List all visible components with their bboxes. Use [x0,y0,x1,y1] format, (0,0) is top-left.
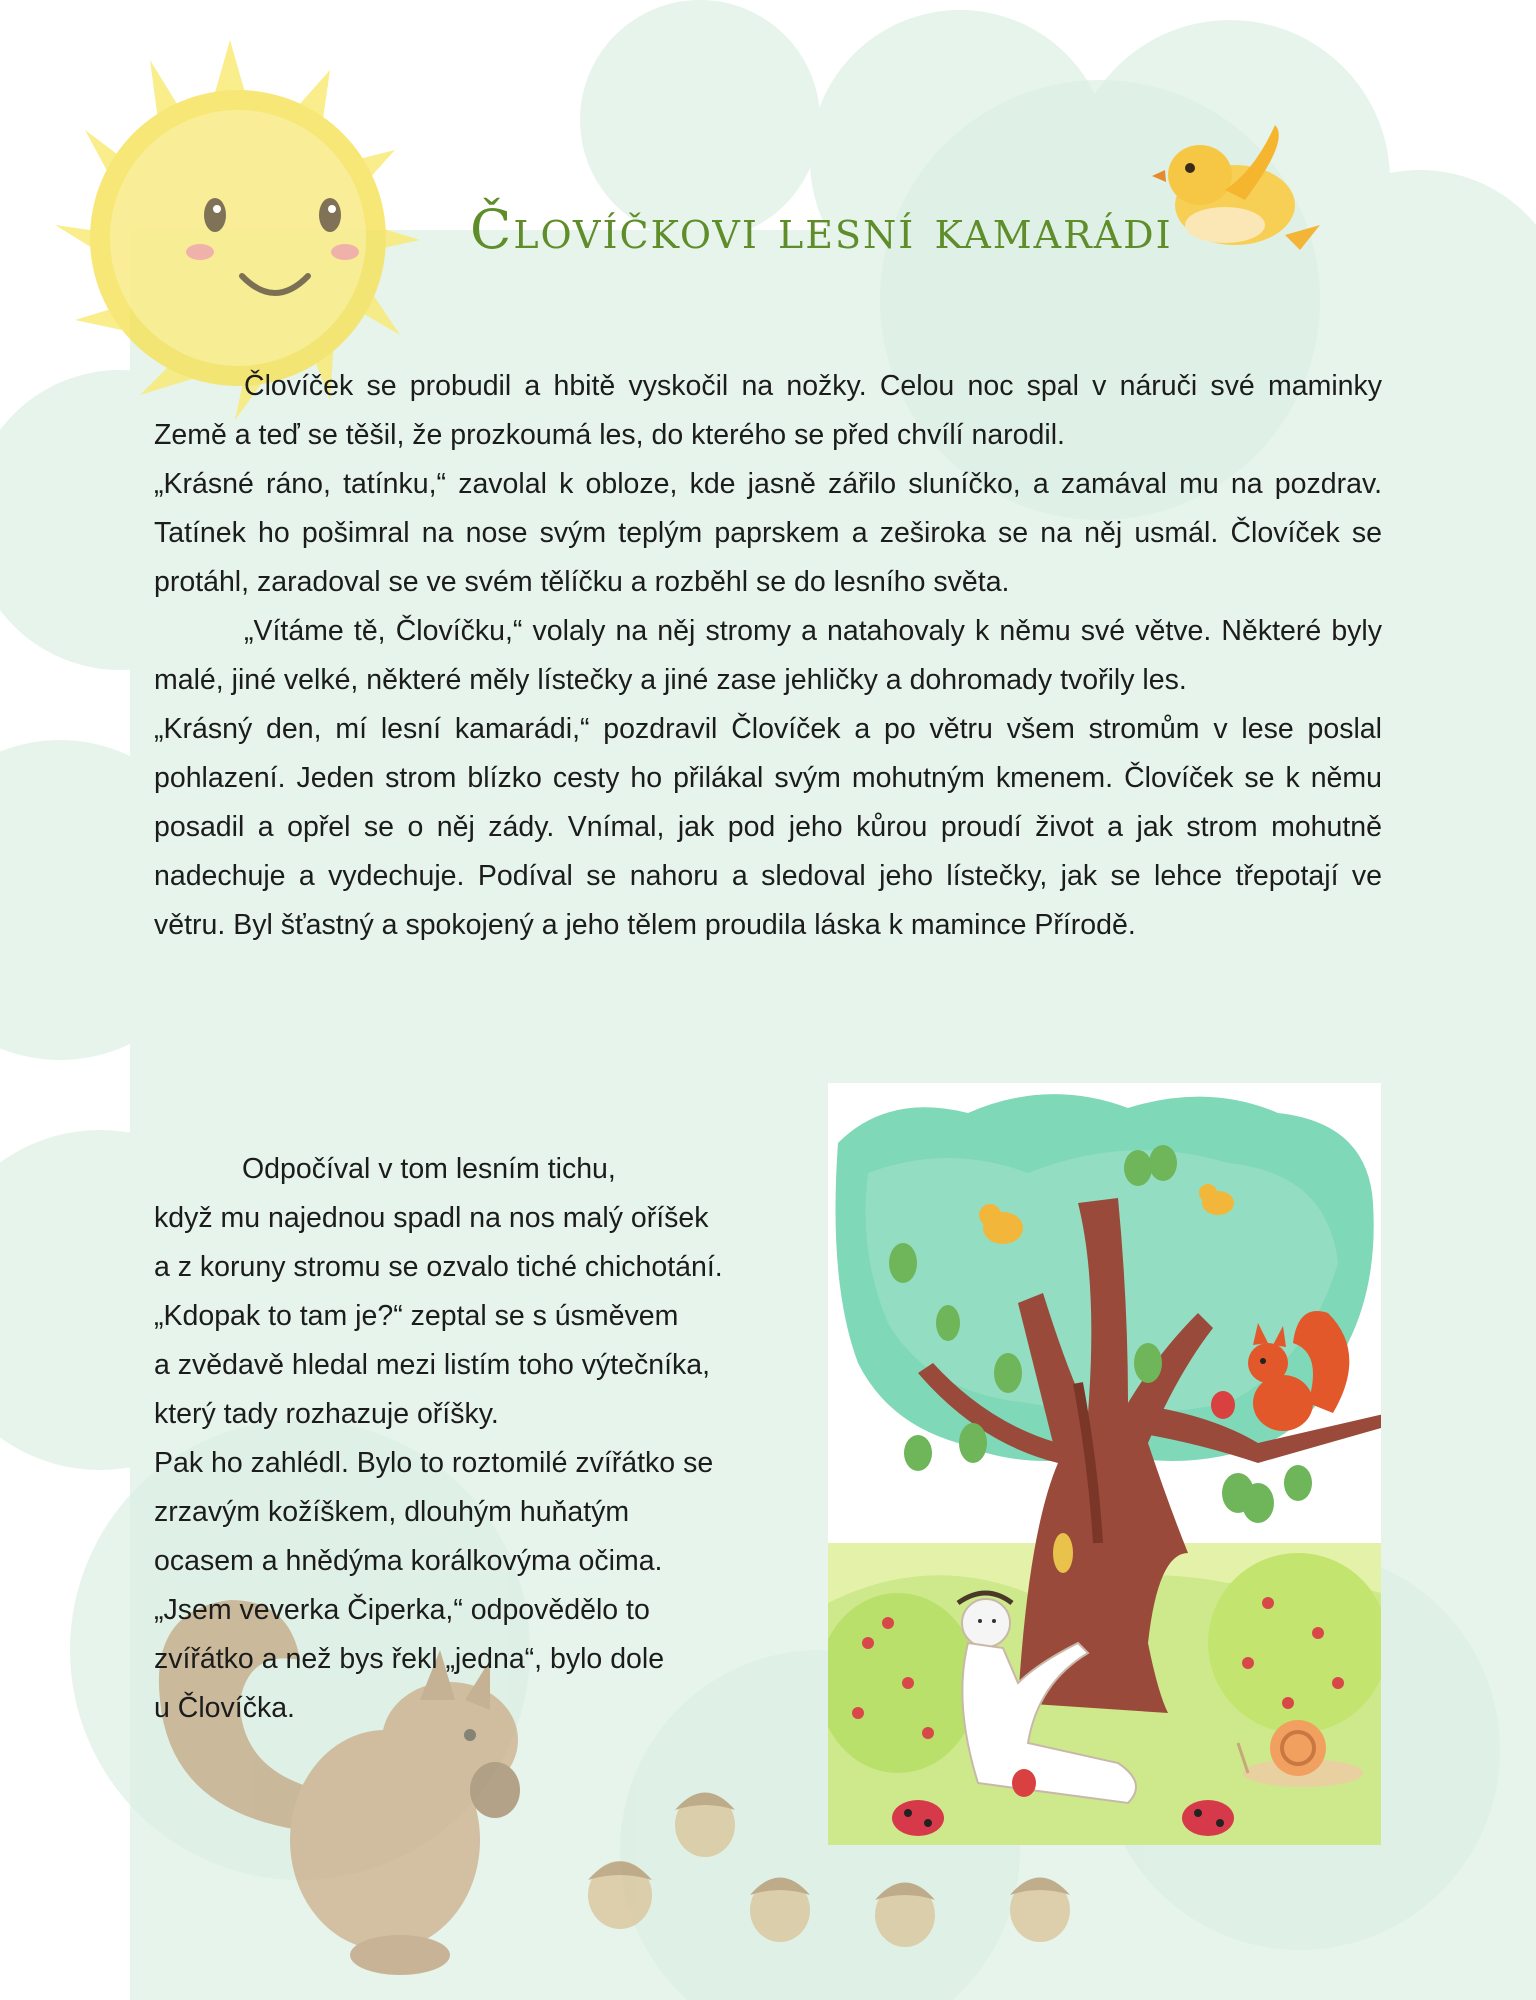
page-title: Človíčkovi lesní kamarádi [470,198,1173,261]
story-line: „Kdopak to tam je?“ zeptal se s úsměvem [154,1300,679,1332]
story-line: Odpočíval v tom lesním tichu, [242,1153,616,1185]
tree-illustration [828,1083,1381,1845]
story-line: když mu najednou spadl na nos malý oříšek [154,1202,709,1234]
story-lower-text [154,1145,804,1733]
story-paragraph: „Krásný den, mí lesní kamarádi,“ pozdravil Človíček a po větru všem stromům v lese poslal pohlazení. Jeden strom blízko cesty ho přilákal svým mohutným kmenem. Človíček se k němu posadil a opřel se o něj zády. Vnímal, jak pod jeho kůrou proudí život a jak strom mohutně nadechuje a vydechuje. Podíval se nahoru a sledoval jeho lístečky, jak se lehce třepotají ve větru. Byl šťastný a spokojený a jeho tělem proudila láska k mamince Přírodě. [154,713,1382,941]
story-paragraph: Človíček se probudil a hbitě vyskočil na nožky. Celou noc spal v náruči své maminky Země a teď se těšil, že prozkoumá les, do kterého se před chvílí narodil. [154,370,1382,451]
story-line: a zvědavě hledal mezi listím toho výtečníka, [154,1349,711,1381]
story-paragraph: „Vítáme tě, Človíčku,“ volaly na něj stromy a natahovaly k němu své větve. Některé byly malé, jiné velké, některé měly lístečky a jiné zase jehličky a dohromady tvořily les. [154,615,1382,696]
story-line: ocasem a hnědýma korálkovýma očima. [154,1545,663,1577]
story-paragraph: „Krásné ráno, tatínku,“ zavolal k obloze, kde jasně zářilo sluníčko, a zamával mu na pozdrav. Tatínek ho pošimral na nose svým teplým paprskem a zeširoka se na něj usmál. Človíček se protáhl, zaradoval se ve svém tělíčku a rozběhl se do lesního světa. [154,468,1382,598]
story-line: zvířátko a než bys řekl „jedna“, bylo dole [154,1643,665,1675]
story-text [154,362,1382,950]
story-line: Pak ho zahlédl. Bylo to roztomilé zvířátko se [154,1447,714,1479]
story-line: u Človíčka. [154,1692,295,1724]
story-line: a z koruny stromu se ozvalo tiché chichotání. [154,1251,723,1283]
story-line: „Jsem veverka Čiperka,“ odpovědělo to [154,1594,650,1626]
story-line: zrzavým kožíškem, dlouhým huňatým [154,1496,630,1528]
story-line: který tady rozhazuje oříšky. [154,1398,499,1430]
